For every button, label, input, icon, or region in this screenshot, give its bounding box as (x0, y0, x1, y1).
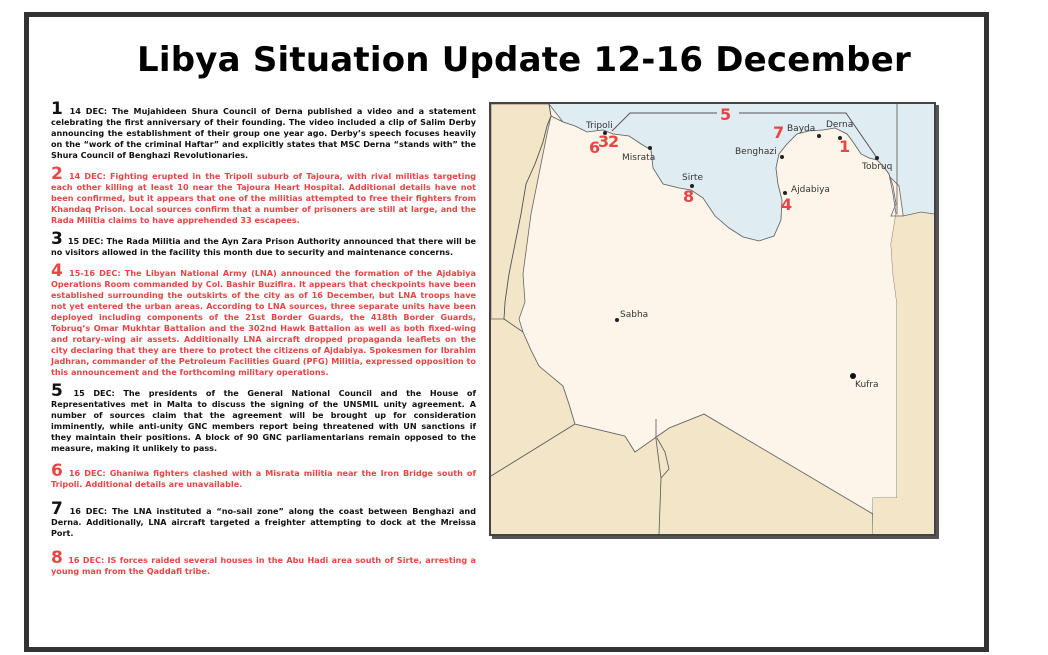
update-list (51, 99, 476, 585)
svg-text:Sabha: Sabha (620, 310, 649, 320)
item-number: 7 (51, 499, 63, 519)
svg-text:Tripoli: Tripoli (586, 121, 613, 131)
update-item-8 (51, 548, 476, 577)
item-number: 4 (51, 261, 63, 281)
update-item-7 (51, 499, 476, 539)
item-number: 5 (51, 381, 63, 401)
update-item-2 (51, 164, 476, 226)
item-number: 8 (51, 548, 63, 568)
svg-text:Tobruq: Tobruq (862, 162, 893, 172)
update-item-6 (51, 461, 476, 490)
item-text: 15-16 DEC: The Libyan National Army (LNA) announced the formation of the Ajdabiya Operations Room commanded by Col. Bashir Buzifira. It appears that checkpoints have been established surrounding the outskirts of the city as of 16 December, but LNA troops have not yet entered the urban areas. According to LNA sources, three separate units have been deployed including components of the 21st Border Guards, the 418th Border Guards, Tobruq’s Omar Mukhtar Battalion and the 302nd Hawk Battalion as well as both fixed-wing and rotary-wing air assets. Additionally LNA aircraft dropped propaganda leaflets on the city declaring that they are there to protect the citizens of Ajdabiya. Spokesmen for Ibrahim Jadhran, commander of the Petroleum Facilities Guard (PFG) Militia, expressed opposition to this announcement and the forthcoming military operations. (51, 268, 476, 377)
item-text: 15 DEC: The presidents of the General National Council and the House of Representatives met in Malta to discuss the signing of the UNSMIL unity agreement. A number of sources claim that the agreement will be brought up for consideration imminently, while anti-unity GNC members report being threatened with UN sanctions if they maintain their positions. A block of 90 GNC parliamentarians remain opposed to the measure, making it unlikely to pass. (51, 388, 476, 453)
map-marker-6: 6 (589, 138, 601, 157)
svg-text:Bayda: Bayda (787, 124, 816, 134)
update-item-3 (51, 229, 476, 258)
map-marker-4: 4 (781, 195, 793, 214)
svg-text:Misrata: Misrata (622, 153, 656, 163)
svg-text:Ajdabiya: Ajdabiya (791, 185, 830, 195)
item-number: 2 (51, 164, 63, 184)
svg-text:Derna: Derna (826, 120, 854, 130)
page-title: Libya Situation Update 12-16 December (137, 40, 911, 80)
update-item-5 (51, 381, 476, 454)
item-text: 14 DEC: The Mujahideen Shura Council of Derna published a video and a statement celebrating the first anniversary of their founding. The video included a clip of Salim Derby announcing the establishment of their group one year ago. Derby’s speech focuses heavily on the “work of the criminal Haftar” and explicitly states that MSC Derna “stands with” the Shura Council of Benghazi Revolutionaries. (51, 106, 476, 160)
update-item-1 (51, 99, 476, 161)
map-marker-2: 2 (608, 132, 620, 151)
map-marker-3: 3 (598, 132, 610, 151)
item-text: 14 DEC: Fighting erupted in the Tripoli suburb of Tajoura, with rival militias targeting each other killing at least 10 near the Tajoura Heart Hospital. Additional details have not been confirmed, but it appears that one of the militias attempted to free their fighters from Khandaq Prison. Local sources confirm that a number of prisoners are still at large, and the Rada Militia claims to have apprehended 33 escapees. (51, 171, 476, 225)
svg-text:Kufra: Kufra (855, 380, 879, 390)
map-marker-7: 7 (773, 123, 785, 142)
map-marker-1: 1 (839, 137, 851, 156)
item-number: 6 (51, 461, 63, 481)
map-marker-8: 8 (683, 187, 695, 206)
item-text: 15 DEC: The Rada Militia and the Ayn Zara Prison Authority announced that there will be no visitors allowed in the facility this month due to security and maintenance concerns. (51, 236, 476, 257)
item-number: 3 (51, 229, 63, 249)
city-ajdabiya (783, 185, 830, 195)
map-svg (491, 104, 934, 534)
libya-map (489, 102, 936, 536)
item-text: 16 DEC: IS forces raided several houses in the Abu Hadi area south of Sirte, arresting a young man from the Qaddafi tribe. (51, 555, 476, 576)
item-number: 1 (51, 99, 63, 119)
svg-text:Benghazi: Benghazi (735, 147, 777, 157)
svg-text:Sirte: Sirte (682, 173, 703, 183)
map-marker-5: 5 (720, 105, 732, 124)
item-text: 16 DEC: Ghaniwa fighters clashed with a Misrata militia near the Iron Bridge south of Tripoli. Additional details are unavailable. (51, 468, 476, 489)
item-text: 16 DEC: The LNA instituted a “no-sail zone” along the coast between Benghazi and Derna. Additionally, LNA aircraft targeted a freighter attempting to dock at the Mreissa Port. (51, 506, 476, 538)
update-item-4 (51, 261, 476, 378)
